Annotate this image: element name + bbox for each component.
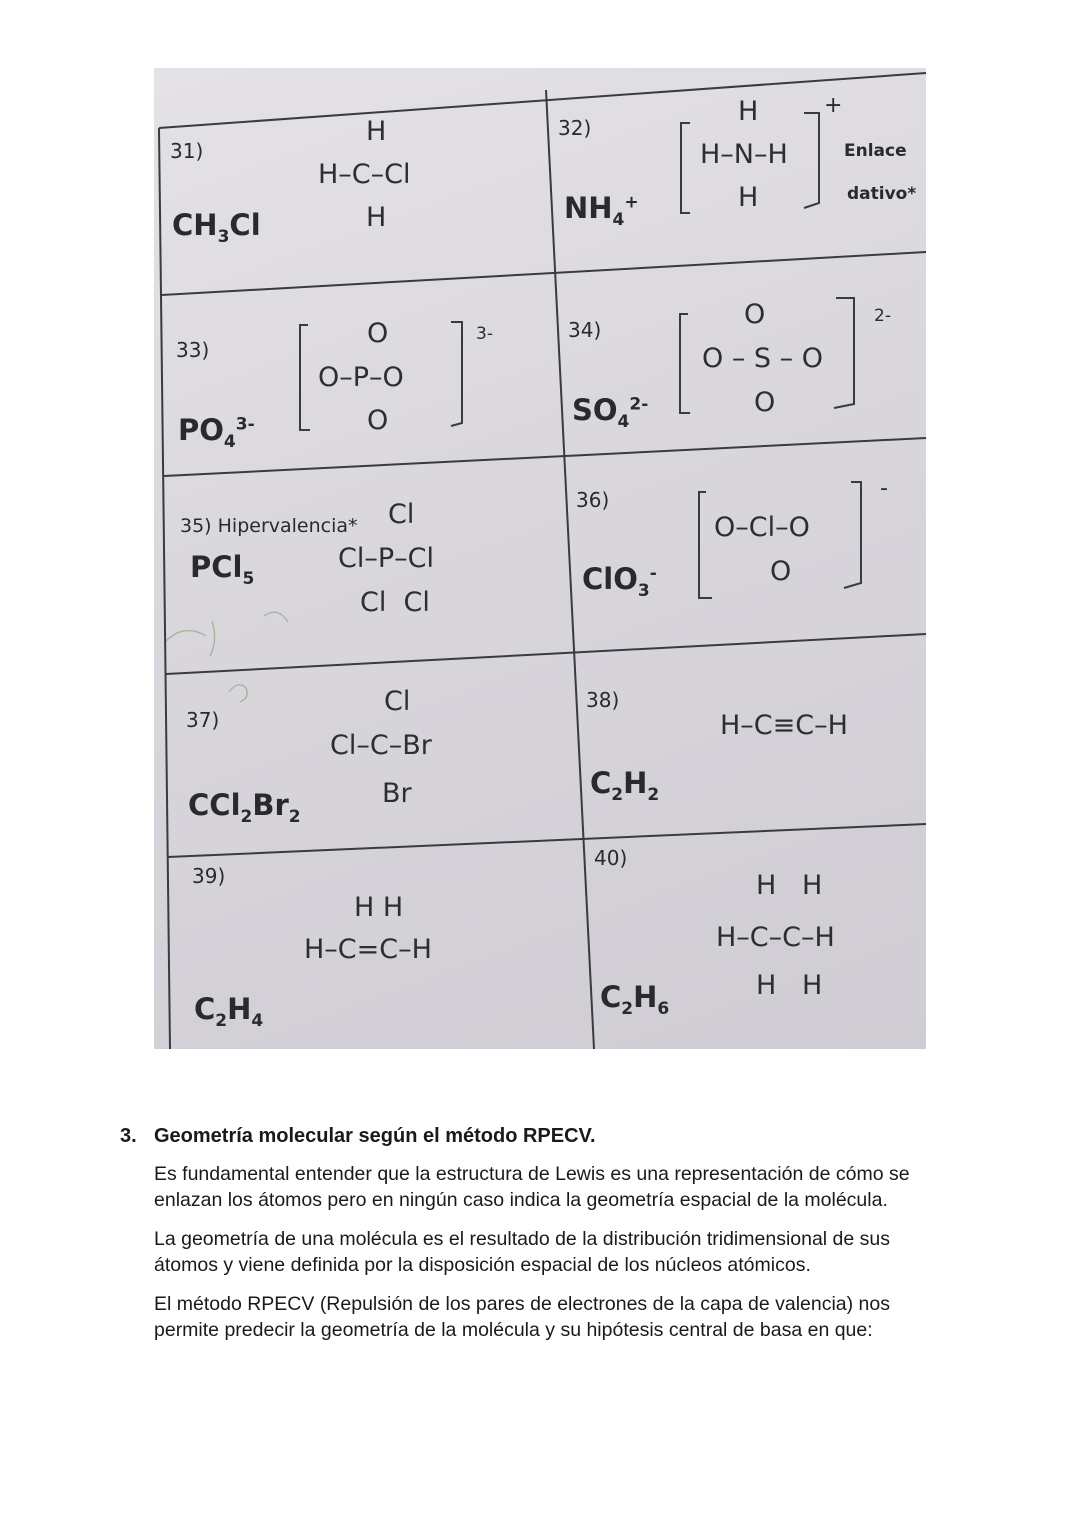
cell-37-structure-bottom: Br [382, 778, 412, 809]
cell-37-structure-top: Cl [384, 686, 411, 717]
cell-32-note-line1: Enlace [844, 141, 907, 161]
cell-35-formula: PCl$_5$ [190, 550, 255, 589]
cell-35-structure-top: Cl [388, 499, 415, 530]
cell-33-charge: 3- [476, 324, 493, 344]
cell-31-formula: $CH_3Cl$ [172, 208, 261, 247]
cell-33-structure-bottom: O [367, 405, 389, 436]
cell-35-structure-bottom: Cl Cl [360, 587, 430, 618]
cell-35-number: 35) Hipervalencia* [180, 515, 358, 537]
cell-32-structure-top: H [738, 96, 759, 127]
cell-38-number: 38) [586, 688, 620, 712]
cell-39-structure-middle: H–C=C–H [304, 934, 432, 965]
cell-31-structure-bottom: H [366, 202, 387, 233]
cell-31-structure-top: H [366, 116, 387, 147]
cell-34-structure-top: O [744, 299, 766, 330]
cell-39-structure-top: H H [354, 892, 404, 923]
cell-31-structure-middle: H–C–Cl [318, 159, 411, 190]
cell-40-number: 40) [594, 846, 628, 870]
cell-39-formula: $C_2H_4$ [194, 992, 264, 1031]
cell-35-structure-middle: Cl–P–Cl [338, 543, 434, 574]
table-grid [154, 68, 926, 1049]
cell-40-structure-bottom: H H [756, 970, 823, 1001]
cell-33-number: 33) [176, 338, 210, 362]
cell-34-number: 34) [568, 318, 602, 342]
cell-37-formula: $CCl_2Br_2$ [188, 788, 301, 827]
cell-40-structure-top: H H [756, 870, 823, 901]
cell-38-structure: H–C≡C–H [720, 710, 848, 741]
cell-36-charge: - [880, 476, 888, 501]
cell-37-number: 37) [186, 708, 220, 732]
cell-38-formula: $C_2H_2$ [590, 766, 660, 805]
section-heading [120, 1125, 940, 1148]
cell-32-structure-bottom: H [738, 182, 759, 213]
cell-40-structure-middle: H–C–C–H [716, 922, 835, 953]
cell-36-structure-bottom: O [770, 556, 792, 587]
paragraph-2: La geometría de una molécula es el resultado de la distribución tridimensional de sus átomos y viene definida por la disposición espacial de los núcleos atómicos. [154, 1228, 891, 1276]
section-number: 3. [120, 1125, 137, 1147]
cell-32-number: 32) [558, 116, 592, 140]
cell-33-structure-middle: O–P–O [318, 362, 404, 393]
cell-34-formula: $SO_4^{2-}$ [572, 393, 649, 432]
paragraph-1: Es fundamental entender que la estructura de Lewis es una representación de cómo se enlazan los átomos pero en ningún caso indica la geometría espacial de la molécula. [154, 1163, 910, 1211]
cell-31-number: 31) [170, 139, 204, 163]
cell-36-structure-top: O–Cl–O [714, 512, 810, 543]
cell-32-structure-middle: H–N–H [700, 139, 788, 170]
cell-36-formula: ClO$_3$- [582, 562, 657, 601]
cell-32-note-line2: dativo* [847, 184, 917, 204]
cell-34-structure-middle: O – S – O [702, 343, 823, 374]
cell-32-charge: + [824, 93, 843, 118]
section-geometry [120, 1125, 940, 1343]
cell-39-number: 39) [192, 864, 226, 888]
cell-32-formula: $NH_4^+$ [564, 191, 639, 230]
cell-40-formula: $C_2H_6$ [600, 980, 670, 1019]
cell-34-structure-bottom: O [754, 387, 776, 418]
cell-33-structure-top: O [367, 318, 389, 349]
paragraph-3: El método RPECV (Repulsión de los pares de electrones de la capa de valencia) nos permite predecir la geometría de la molécula y su hipótesis central de basa en que: [154, 1293, 891, 1341]
cell-33-formula: $PO_4^{3-}$ [178, 413, 255, 452]
cell-36-number: 36) [576, 488, 610, 512]
section-title: Geometría molecular según el método RPECV. [154, 1125, 596, 1147]
cell-34-charge: 2- [874, 306, 891, 326]
worksheet-photo [154, 68, 926, 1049]
cell-37-structure-middle: Cl–C–Br [330, 730, 432, 761]
